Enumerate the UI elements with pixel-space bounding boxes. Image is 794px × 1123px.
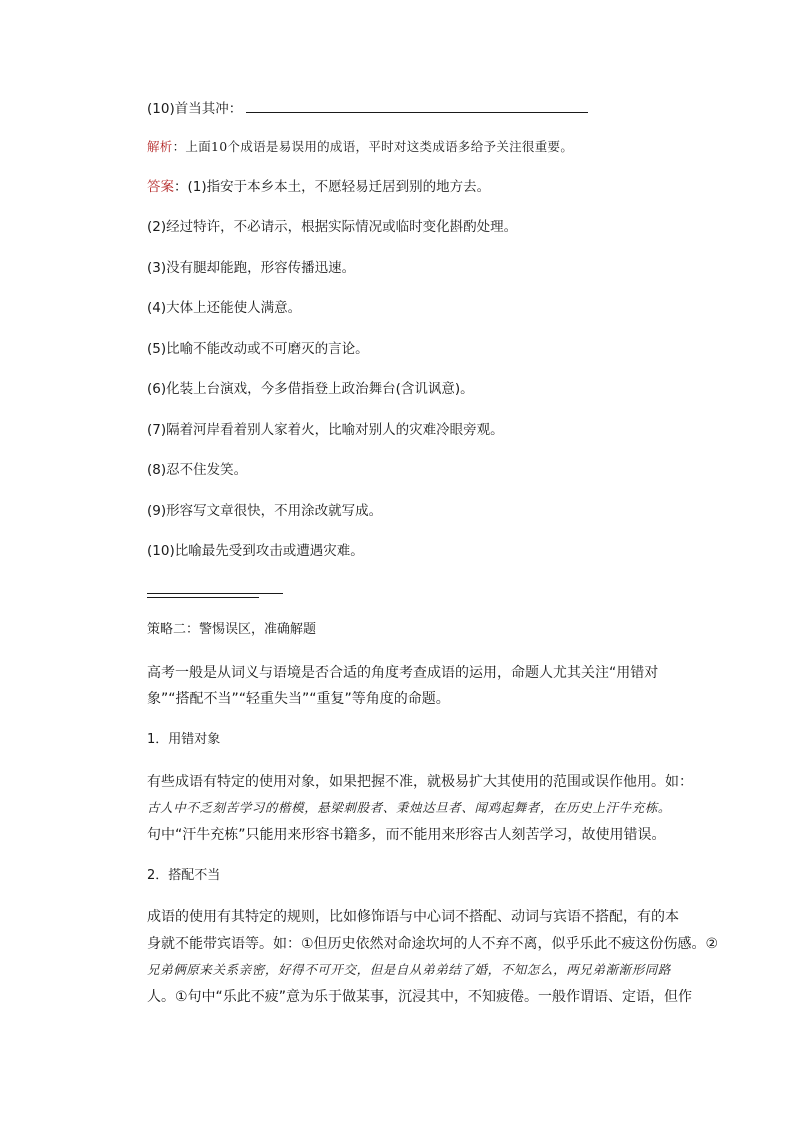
- section-2-line-3: 兄弟俩原来关系亲密，好得不可开交，但是自从弟弟结了婚，不知怎么，两兄弟渐渐形同路: [147, 962, 672, 977]
- answer-item-3: (3)没有腿却能跑，形容传播迅速。: [147, 260, 356, 276]
- separator-rule-top: [147, 593, 283, 594]
- section-1-example: 古人中不乏刻苦学习的楷模，悬梁刺股者、秉烛达旦者、闻鸡起舞者，在历史上汗牛充栋。: [147, 800, 672, 815]
- question-10-label: (10)首当其冲：: [147, 101, 243, 117]
- answer-item-10: (10)比喻最先受到攻击或遭遇灾难。: [147, 543, 364, 559]
- analysis-text: ：上面10个成语是易误用的成语，平时对这类成语多给予关注很重要。: [172, 139, 574, 154]
- separator-rule-bottom: [147, 597, 259, 598]
- answer-item-7: (7)隔着河岸看着别人家着火，比喻对别人的灾难冷眼旁观。: [147, 422, 504, 438]
- answer-item-1: ：(1)指安于本乡本土，不愿轻易迁居到别的地方去。: [174, 179, 491, 195]
- section-2-title: 2．搭配不当: [147, 868, 221, 883]
- answer-item-2: (2)经过特许，不必请示，根据实际情况或临时变化斟酌处理。: [147, 219, 518, 235]
- strategy-heading: 策略二：警惕误区，准确解题: [147, 622, 317, 637]
- section-1-line-1: 有些成语有特定的使用对象，如果把握不准，就极易扩大其使用的范围或误作他用。如：: [147, 774, 693, 790]
- answer-item-5: (5)比喻不能改动或不可磨灭的言论。: [147, 341, 369, 357]
- answer-item-9: (9)形容写文章很快，不用涂改就写成。: [147, 503, 383, 519]
- analysis-line: [147, 137, 684, 157]
- answer-item-4: (4)大体上还能使人满意。: [147, 300, 302, 316]
- section-2-line-1: 成语的使用有其特定的规则，比如修饰语与中心词不搭配、动词与宾语不搭配，有的本: [147, 909, 679, 925]
- answer-label: 答案: [147, 179, 174, 195]
- intro-line-1: 高考一般是从词义与语境是否合适的角度考查成语的运用，命题人尤其关注“用错对: [147, 665, 659, 681]
- answer-item-6: (6)化装上台演戏，今多借指登上政治舞台(含讥讽意)。: [147, 381, 474, 397]
- question-10: [147, 98, 684, 119]
- answer-blank: [246, 98, 588, 113]
- section-1-line-3: 句中“汗牛充栋”只能用来形容书籍多，而不能用来形容古人刻苦学习，故使用错误。: [147, 827, 666, 843]
- analysis-label: 解析: [147, 139, 173, 154]
- answer-item-8: (8)忍不住发笑。: [147, 462, 248, 478]
- intro-line-2: 象”“搭配不当”“轻重失当”“重复”等角度的命题。: [147, 691, 450, 707]
- section-2-line-4: 人。①句中“乐此不疲”意为乐于做某事，沉浸其中，不知疲倦。一般作谓语、定语，但作: [147, 989, 693, 1005]
- answer-line-1: [147, 177, 684, 197]
- section-2-line-2: 身就不能带宾语等。如：①但历史依然对命途坎坷的人不弃不离，似乎乐此不疲这份伤感。②: [147, 936, 719, 952]
- section-1-title: 1．用错对象: [147, 732, 221, 747]
